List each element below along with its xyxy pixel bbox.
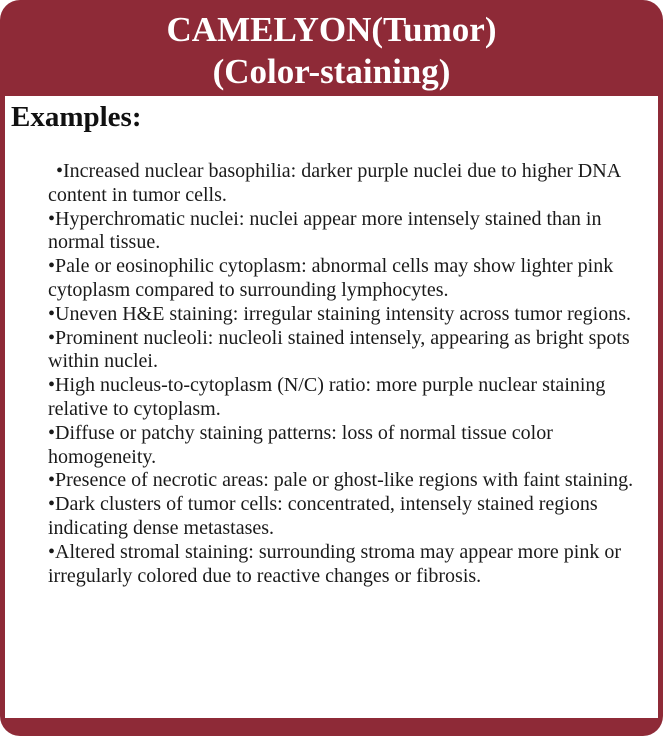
content-panel	[5, 96, 658, 718]
bullet-icon: •	[48, 302, 56, 325]
bullet-icon: •	[48, 469, 56, 492]
title-line-1: CAMELYON(Tumor)	[166, 10, 497, 49]
bullet-icon: •	[48, 326, 56, 349]
bullet-icon: •	[48, 207, 56, 230]
list-item	[48, 303, 648, 327]
list-item-text: Presence of necrotic areas: pale or ghost-like regions with faint staining.	[55, 469, 634, 492]
list-item-text: High nucleus-to-cytoplasm (N/C) ratio: more purple nuclear staining relative to cytoplasm.	[48, 374, 606, 420]
list-item-text: Pale or eosinophilic cytoplasm: abnormal cells may show lighter pink cytoplasm compared to surrounding lymphocytes.	[48, 255, 614, 301]
list-item	[48, 374, 648, 422]
list-item-text: Altered stromal staining: surrounding stroma may appear more pink or irregularly colored due to reactive changes or fibrosis.	[48, 540, 621, 587]
list-item-text: Hyperchromatic nuclei: nuclei appear more intensely stained than in normal tissue.	[48, 207, 602, 254]
bullet-icon: •	[56, 160, 64, 182]
list-item	[48, 208, 648, 256]
list-item-text: Uneven H&E staining: irregular staining intensity across tumor regions.	[55, 302, 632, 325]
list-item-text: Increased nuclear basophilia: darker purple nuclei due to higher DNA content in tumor cells.	[48, 160, 621, 206]
bullet-icon: •	[48, 421, 56, 444]
bullet-icon: •	[48, 374, 56, 397]
list-item	[48, 493, 648, 541]
list-item-text: Prominent nucleoli: nucleoli stained intensely, appearing as bright spots within nuclei.	[48, 326, 630, 373]
list-item	[48, 327, 648, 375]
list-item	[48, 160, 648, 208]
list-item-text: Diffuse or patchy staining patterns: loss of normal tissue color homogeneity.	[48, 421, 553, 468]
bullet-icon: •	[48, 540, 56, 563]
list-item	[48, 541, 648, 589]
examples-list	[48, 160, 648, 588]
list-item	[48, 469, 648, 493]
bullet-icon: •	[48, 255, 56, 278]
list-item	[48, 255, 648, 303]
list-item	[48, 422, 648, 470]
list-item-text: Dark clusters of tumor cells: concentrated, intensely stained regions indicating dense metastases.	[48, 493, 598, 539]
title-line-2: (Color-staining)	[212, 52, 451, 91]
examples-heading: Examples:	[11, 101, 142, 133]
slide-header	[0, 0, 663, 100]
bullet-icon: •	[48, 493, 56, 516]
